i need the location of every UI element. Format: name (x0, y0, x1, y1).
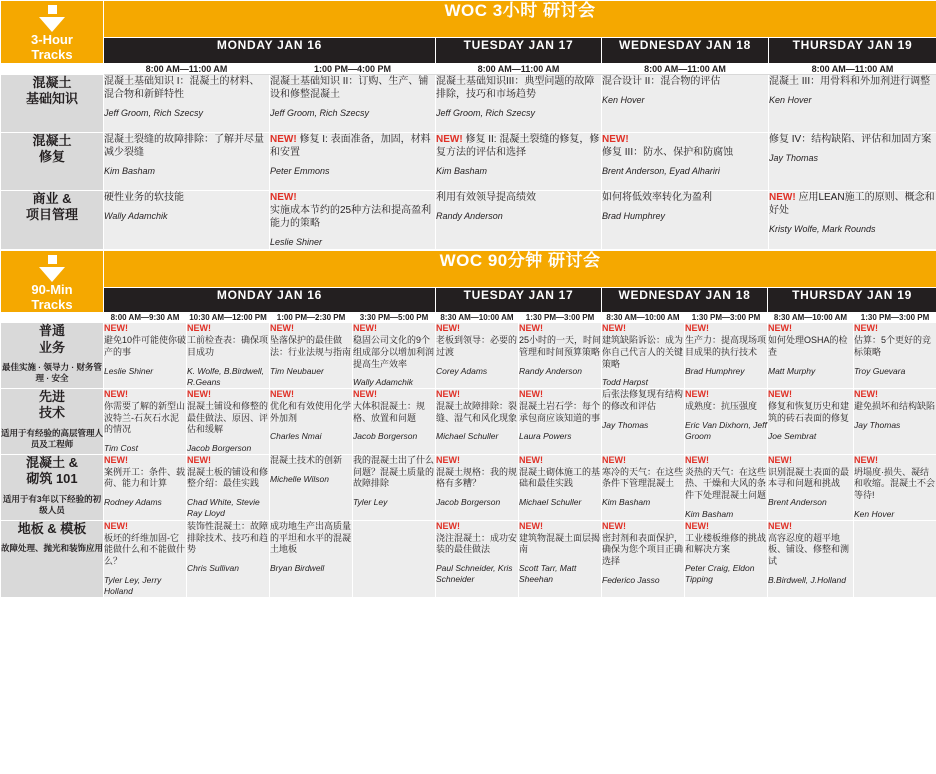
new-badge: NEW! (270, 323, 294, 334)
ninety-min-row-floors-formwork (1, 520, 936, 597)
session-title: 成熟度：抗压强度 (685, 400, 758, 411)
down-arrow-icon (39, 17, 65, 32)
new-badge: NEW! (685, 455, 709, 466)
session-cell[interactable] (685, 455, 768, 521)
time-header-wed-am: 8:00 AM—11:00 AM (602, 63, 769, 74)
session-cell[interactable] (270, 455, 353, 521)
session-speaker: K. Wolfe, B.Birdwell, R.Geans (187, 365, 264, 387)
session-cell[interactable] (602, 74, 769, 132)
session-speaker: Scott Tarr, Matt Sheehan (519, 562, 577, 584)
session-speaker: Tyler Ley, Jerry Holland (104, 574, 162, 596)
time-header-mon-1: 8:00 AM—9:30 AM (104, 313, 187, 323)
session-speaker: Michelle Wilson (270, 473, 329, 484)
session-cell[interactable] (187, 455, 270, 521)
session-cell[interactable] (768, 455, 854, 521)
three-hour-track-label-line2: Tracks (31, 46, 73, 62)
session-speaker: Jacob Borgerson (353, 431, 418, 442)
three-hour-row-business-project-management (1, 190, 936, 249)
session-speaker: Joe Sembrat (768, 431, 817, 442)
session-speaker: Matt Murphy (768, 365, 816, 376)
category-business-project-management: 商业 & 项目管理 (1, 190, 104, 249)
time-header-spacer-90 (1, 313, 104, 323)
session-title: 估算：5个更好的竞标策略 (854, 335, 932, 357)
time-header-mon-am: 8:00 AM—11:00 AM (104, 63, 270, 74)
new-badge: NEW! (519, 323, 543, 334)
new-badge: NEW! (854, 323, 878, 334)
day-header-thursday: THURSDAY JAN 19 (769, 37, 936, 63)
new-badge: NEW! (187, 455, 211, 466)
day-header-wednesday: WEDNESDAY JAN 18 (602, 37, 769, 63)
session-title: 混凝土故障排除：裂缝、湿气和风化现象 (436, 400, 518, 423)
session-title: 避免损坏和结构缺陷 (854, 400, 936, 411)
session-cell[interactable] (270, 132, 436, 190)
time-header-mon-4: 3:30 PM—5:00 PM (353, 313, 436, 323)
session-cell[interactable] (270, 74, 436, 132)
session-title: 修复 I: 表面准备，加固，材料和安置 (270, 133, 431, 158)
session-speaker: Bryan Birdwell (270, 562, 325, 573)
session-speaker: Tim Neubauer (270, 365, 324, 376)
session-speaker: Ken Hover (602, 94, 645, 105)
session-title: 混凝土规格：我的规格有多糟？ (436, 466, 518, 489)
down-arrow-icon (39, 267, 65, 282)
session-title: 硬性业务的软技能 (104, 191, 184, 203)
session-title: 浇注混凝土：成功安装的最佳做法 (436, 532, 518, 555)
session-title: 应用LEAN施工的原则、概念和好处 (769, 191, 935, 216)
session-cell[interactable] (602, 190, 769, 249)
session-cell[interactable] (769, 190, 936, 249)
new-badge: NEW! (768, 520, 792, 531)
three-hour-banner-title: WOC 3小时 研讨会 (104, 1, 936, 38)
category-subtitle: 最佳实施 · 领导力 · 财务管理 · 安全 (1, 361, 103, 384)
session-cell[interactable] (769, 74, 936, 132)
session-title: 混凝土岩石学：每个承包商应该知道的事 (519, 400, 601, 423)
session-speaker: Leslie Shiner (270, 236, 323, 247)
world-of-concrete-schedule-table (0, 0, 936, 250)
session-cell[interactable] (768, 323, 854, 389)
session-speaker: Paul Schneider, Kris Schneider (436, 562, 513, 584)
session-cell[interactable] (353, 389, 436, 455)
session-speaker: Jacob Borgerson (436, 497, 501, 508)
session-title: 你需要了解的新型山波特兰-石灰石水泥的情况 (104, 400, 186, 435)
session-cell-empty (353, 520, 436, 597)
session-title: 混凝土裂缝的故障排除：了解并尽量减少裂缝 (104, 133, 264, 158)
session-speaker: Ken Hover (854, 508, 895, 519)
new-badge: NEW! (104, 455, 128, 466)
session-speaker: Jeff Groom, Rich Szecsy (270, 107, 370, 118)
session-speaker: Jacob Borgerson (187, 442, 252, 453)
session-cell[interactable] (436, 323, 519, 389)
session-cell[interactable] (270, 323, 353, 389)
session-speaker: Brad Humphrey (602, 210, 666, 221)
session-cell[interactable] (854, 455, 936, 521)
session-cell[interactable] (769, 132, 936, 190)
session-title: 混凝土基础知识III：典型问题的故障排除，技巧和市场趋势 (436, 75, 595, 100)
new-badge: NEW! (602, 455, 626, 466)
session-speaker: Wally Adamchik (353, 377, 413, 388)
session-cell[interactable] (436, 455, 519, 521)
session-cell[interactable] (353, 323, 436, 389)
new-badge: NEW! (270, 191, 297, 203)
new-badge: NEW! (854, 455, 878, 466)
new-badge: NEW! (602, 520, 626, 531)
session-title: 大体积混凝土：规格、放置和问题 (353, 400, 426, 423)
time-header-thu-am: 8:00 AM—11:00 AM (769, 63, 936, 74)
ninety-min-track-label-line2: Tracks (31, 296, 73, 312)
session-speaker: Todd Harpst (602, 377, 648, 388)
session-title: 建筑缺陷诉讼：成为你自己代言人的关键策略 (602, 335, 684, 369)
session-speaker: Kim Basham (104, 165, 156, 176)
time-header-wed-1: 8:30 AM—10:00 AM (602, 313, 685, 323)
session-speaker: Kim Basham (602, 497, 651, 508)
session-speaker: Michael Schuller (436, 431, 499, 442)
new-badge: NEW! (685, 323, 709, 334)
session-speaker: Laura Powers (519, 431, 572, 442)
session-speaker: Brent Anderson, Eyad Alhariri (602, 165, 720, 176)
new-badge: NEW! (436, 455, 460, 466)
three-hour-day-header-row (1, 37, 936, 63)
session-speaker: Ken Hover (769, 94, 812, 105)
new-badge: NEW! (519, 389, 543, 400)
session-title: 寒冷的天气：在这些条件下管理混凝土 (602, 466, 684, 489)
session-title: 后张法修复现有结构的修改和评估 (602, 389, 684, 411)
session-speaker: Eric Van Dixhorn, Jeff Groom (685, 419, 767, 441)
session-speaker: Michael Schuller (519, 497, 582, 508)
session-cell[interactable] (854, 389, 936, 455)
session-cell[interactable] (602, 132, 769, 190)
session-title: 混凝土 III：用骨料和外加剂进行调整 (769, 75, 931, 87)
session-speaker: Kim Basham (685, 508, 734, 519)
session-speaker: Kristy Wolfe, Mark Rounds (769, 223, 876, 234)
session-cell[interactable] (436, 389, 519, 455)
session-speaker: Jeff Groom, Rich Szecsy (104, 107, 204, 118)
session-speaker: Jay Thomas (769, 152, 819, 163)
three-hour-track-label (1, 1, 104, 64)
ninety-min-row-concrete-masonry-101 (1, 455, 936, 521)
session-cell[interactable] (104, 132, 270, 190)
session-cell[interactable] (353, 455, 436, 521)
session-speaker: Federico Jasso (602, 574, 660, 585)
ninety-min-row-general-business (1, 323, 936, 389)
category-subtitle: 故障处理、抛光和装饰应用 (1, 543, 104, 554)
day-header-monday: MONDAY JAN 16 (104, 37, 436, 63)
session-title: 成功地生产出高质量的平坦和水平的混凝土地板 (270, 520, 352, 555)
session-cell[interactable] (187, 389, 270, 455)
session-title: 案例开工：条件、载荷、能力和计算 (104, 466, 186, 489)
day-header-tuesday-90: TUESDAY JAN 17 (436, 287, 602, 313)
three-hour-banner-row (1, 1, 936, 38)
three-hour-time-header-row (1, 63, 936, 74)
session-cell[interactable] (768, 520, 854, 597)
session-cell[interactable] (519, 455, 602, 521)
session-speaker: Randy Anderson (519, 365, 583, 376)
new-badge: NEW! (768, 455, 792, 466)
ninety-min-banner-title: WOC 90分钟 研讨会 (104, 250, 936, 287)
session-title: 坠落保护的最佳做法：行业法规与指南 (270, 335, 352, 357)
session-title: 避免10件可能使你破产的事 (104, 335, 187, 357)
session-cell[interactable] (270, 389, 353, 455)
ninety-min-track-label-line1: 90-Min (31, 281, 73, 297)
ninety-min-track-label (1, 250, 104, 313)
time-header-mon-3: 1:00 PM—2:30 PM (270, 313, 353, 323)
ninety-min-banner-row (1, 250, 936, 287)
new-badge: NEW! (436, 389, 460, 400)
session-speaker: Brent Anderson (768, 497, 827, 508)
session-cell[interactable] (519, 323, 602, 389)
time-header-thu-2: 1:30 PM—3:00 PM (854, 313, 936, 323)
session-title: 混凝土技术的创新 (270, 455, 343, 466)
session-speaker: Corey Adams (436, 365, 488, 376)
session-title: 如何处理OSHA的检查 (768, 335, 848, 357)
time-header-wed-2: 1:30 PM—3:00 PM (685, 313, 768, 323)
category-subtitle: 适用于有3年以下经验的初级人员 (2, 493, 102, 515)
category-advanced-technology: 先进 技术 适用于有经验的高层管理人员及工程师 (1, 389, 104, 455)
session-title: 炎热的天气：在这些热、干燥和大风的条件下处理混凝土问题 (685, 466, 767, 501)
time-header-mon-2: 10:30 AM—12:00 PM (187, 313, 270, 323)
new-badge: NEW! (104, 389, 128, 400)
session-speaker: Charles Nmai (270, 431, 322, 442)
new-badge: NEW! (519, 455, 543, 466)
session-title: 识别混凝土表面的最本寻和问题和挑战 (768, 466, 850, 489)
session-cell[interactable] (685, 389, 768, 455)
session-speaker: Chris Sullivan (187, 562, 239, 573)
session-speaker: Jeff Groom, Rich Szecsy (436, 107, 536, 118)
category-subtitle: 适用于有经验的高层管理人员及工程师 (1, 427, 104, 450)
session-cell[interactable] (104, 74, 270, 132)
session-title: 生产力：提高现场项目成果的执行技术 (685, 335, 767, 357)
new-badge: NEW! (270, 133, 297, 145)
time-header-tue-1: 8:30 AM—10:00 AM (436, 313, 519, 323)
session-cell[interactable] (768, 389, 854, 455)
session-cell[interactable] (436, 190, 602, 249)
ninety-min-time-header-row (1, 313, 936, 323)
session-cell[interactable] (104, 520, 187, 597)
session-title: 工前检查表：确保项目成功 (187, 335, 269, 357)
new-badge: NEW! (602, 323, 626, 334)
session-title: 混凝土铺设和修整的最佳做法、原因、评估和缓解 (187, 400, 269, 435)
new-badge: NEW! (353, 323, 377, 334)
session-title: 修复 III：防水、保护和防腐蚀 (602, 146, 734, 158)
session-speaker: Kim Basham (436, 165, 488, 176)
session-title: 混合设计 II：混合物的评估 (602, 75, 721, 87)
session-cell[interactable] (436, 520, 519, 597)
day-header-thursday-90: THURSDAY JAN 19 (768, 287, 936, 313)
session-title: 25小时的一天，时间管理和时间预算策略 (519, 335, 602, 357)
session-speaker: Tyler Ley (353, 497, 388, 508)
session-speaker: Randy Anderson (436, 210, 503, 221)
new-badge: NEW! (768, 323, 792, 334)
session-title: 坍塌度·损失、凝结和收缩。混凝土不会等待! (854, 466, 936, 501)
new-badge: NEW! (353, 389, 377, 400)
session-cell[interactable] (602, 455, 685, 521)
session-title: 修复和恢复历史和建筑的砖石表面的修复 (768, 400, 850, 423)
session-cell[interactable] (685, 323, 768, 389)
new-badge: NEW! (768, 389, 792, 400)
category-concrete-basics: 混凝土 基础知识 (1, 74, 104, 132)
session-title: 装饰性混凝土：故障排除技术、技巧和趋势 (187, 520, 269, 555)
time-header-tue-2: 1:30 PM—3:00 PM (519, 313, 602, 323)
new-badge: NEW! (854, 389, 878, 400)
session-cell-empty (854, 520, 936, 597)
session-speaker: Rodney Adams (104, 497, 162, 508)
session-speaker: Peter Craig, Eldon Tipping (685, 562, 755, 584)
session-cell[interactable] (270, 190, 436, 249)
session-title: 如何将低效率转化为盈利 (602, 191, 712, 203)
session-speaker: Jay Thomas (602, 419, 649, 430)
session-speaker: Chad White, Stevie Ray Lloyd (187, 497, 260, 519)
session-cell[interactable] (602, 389, 685, 455)
new-badge: NEW! (104, 520, 128, 531)
session-speaker: Troy Guevara (854, 365, 906, 376)
new-badge: NEW! (436, 133, 463, 145)
session-cell[interactable] (187, 323, 270, 389)
session-title: 混凝土板的铺设和修整介绍：最佳实践 (187, 466, 269, 489)
session-cell[interactable] (602, 323, 685, 389)
session-speaker: Jay Thomas (854, 419, 901, 430)
session-title: 修复 II: 混凝土裂缝的修复，修复方法的评估和选择 (436, 133, 600, 158)
new-badge: NEW! (104, 323, 128, 334)
session-cell[interactable] (187, 520, 270, 597)
category-concrete-masonry-101: 混凝土 & 砌筑 101 适用于有3年以下经验的初级人员 (1, 455, 104, 521)
time-header-mon-pm: 1:00 PM—4:00 PM (270, 63, 436, 74)
time-header-thu-1: 8:30 AM—10:00 AM (768, 313, 854, 323)
session-cell[interactable] (104, 190, 270, 249)
category-concrete-repair: 混凝土 修复 (1, 132, 104, 190)
session-cell[interactable] (519, 520, 602, 597)
session-speaker: Peter Emmons (270, 165, 330, 176)
new-badge: NEW! (685, 520, 709, 531)
session-title: 稳固公司文化的9个组成部分以增加利润提高生产效率 (353, 335, 435, 369)
session-title: 混凝土基础知识 I：混凝土的材料、混合物和新鲜特性 (104, 75, 260, 100)
session-cell[interactable] (602, 520, 685, 597)
day-header-monday-90: MONDAY JAN 16 (104, 287, 436, 313)
session-speaker: Tim Cost (104, 442, 138, 453)
session-cell[interactable] (270, 520, 353, 597)
session-title: 混凝土砌体施工的基础和最佳实践 (519, 466, 601, 489)
new-badge: NEW! (187, 323, 211, 334)
day-header-tuesday: TUESDAY JAN 17 (436, 37, 602, 63)
session-title: 高容忍度的超平地板、铺设、修整和测试 (768, 532, 850, 566)
session-speaker: Wally Adamchik (104, 210, 168, 221)
session-cell[interactable] (685, 520, 768, 597)
ninety-min-row-advanced-technology (1, 389, 936, 455)
session-speaker: B.Birdwell, J.Holland (768, 574, 846, 585)
session-title: 修复 IV：结构缺陷、评估和加固方案 (769, 133, 932, 145)
down-arrow-stem-icon (48, 5, 57, 14)
new-badge: NEW! (187, 389, 211, 400)
session-cell[interactable] (104, 323, 187, 389)
session-cell[interactable] (104, 389, 187, 455)
three-hour-track-label-line1: 3-Hour (31, 32, 73, 47)
session-speaker: Brad Humphrey (685, 365, 745, 376)
session-cell[interactable] (436, 132, 602, 190)
session-title: 实施成本节约的25种方法和提高盈利能力的策略 (270, 204, 432, 229)
time-header-spacer (1, 63, 104, 74)
session-title: 利用有效领导提高绩效 (436, 191, 536, 203)
day-header-wednesday-90: WEDNESDAY JAN 18 (602, 287, 768, 313)
three-hour-row-concrete-repair (1, 132, 936, 190)
session-title: 老板到领导：必要的过渡 (436, 335, 518, 357)
time-header-tue-am: 8:00 AM—11:00 AM (436, 63, 602, 74)
session-title: 我的混凝土出了什么问题？混凝土质量的故障排除 (353, 455, 435, 489)
ninety-minute-schedule-table (0, 250, 936, 598)
session-cell[interactable] (519, 389, 602, 455)
new-badge: NEW! (519, 520, 543, 531)
category-general-business: 普通 业务 最佳实施 · 领导力 · 财务管理 · 安全 (1, 323, 104, 389)
new-badge: NEW! (270, 389, 294, 400)
ninety-min-day-header-row (1, 287, 936, 313)
session-title: 工业楼板维修的挑战和解决方案 (685, 532, 767, 555)
session-title: 优化和有效使用化学外加剂 (270, 400, 352, 423)
session-title: 板坯的纤维加固-它能做什么和不能做什么？ (104, 532, 186, 566)
session-title: 密封剂和表面保护，确保为您个项目正确选择 (602, 532, 684, 566)
three-hour-row-concrete-basics (1, 74, 936, 132)
new-badge: NEW! (436, 323, 460, 334)
new-badge: NEW! (602, 133, 629, 145)
category-floors-formwork: 地板 & 模板 故障处理、抛光和装饰应用 (1, 520, 104, 597)
session-cell[interactable] (104, 455, 187, 521)
session-title: 建筑物混凝土面层揭南 (519, 532, 601, 555)
new-badge: NEW! (436, 520, 460, 531)
session-title: 混凝土基础知识 II：订购、生产、铺设和修整混凝土 (270, 75, 429, 100)
new-badge: NEW! (769, 191, 796, 203)
session-cell[interactable] (854, 323, 936, 389)
new-badge: NEW! (685, 389, 709, 400)
down-arrow-stem-icon (48, 255, 57, 264)
session-cell[interactable] (436, 74, 602, 132)
session-speaker: Leslie Shiner (104, 365, 154, 376)
